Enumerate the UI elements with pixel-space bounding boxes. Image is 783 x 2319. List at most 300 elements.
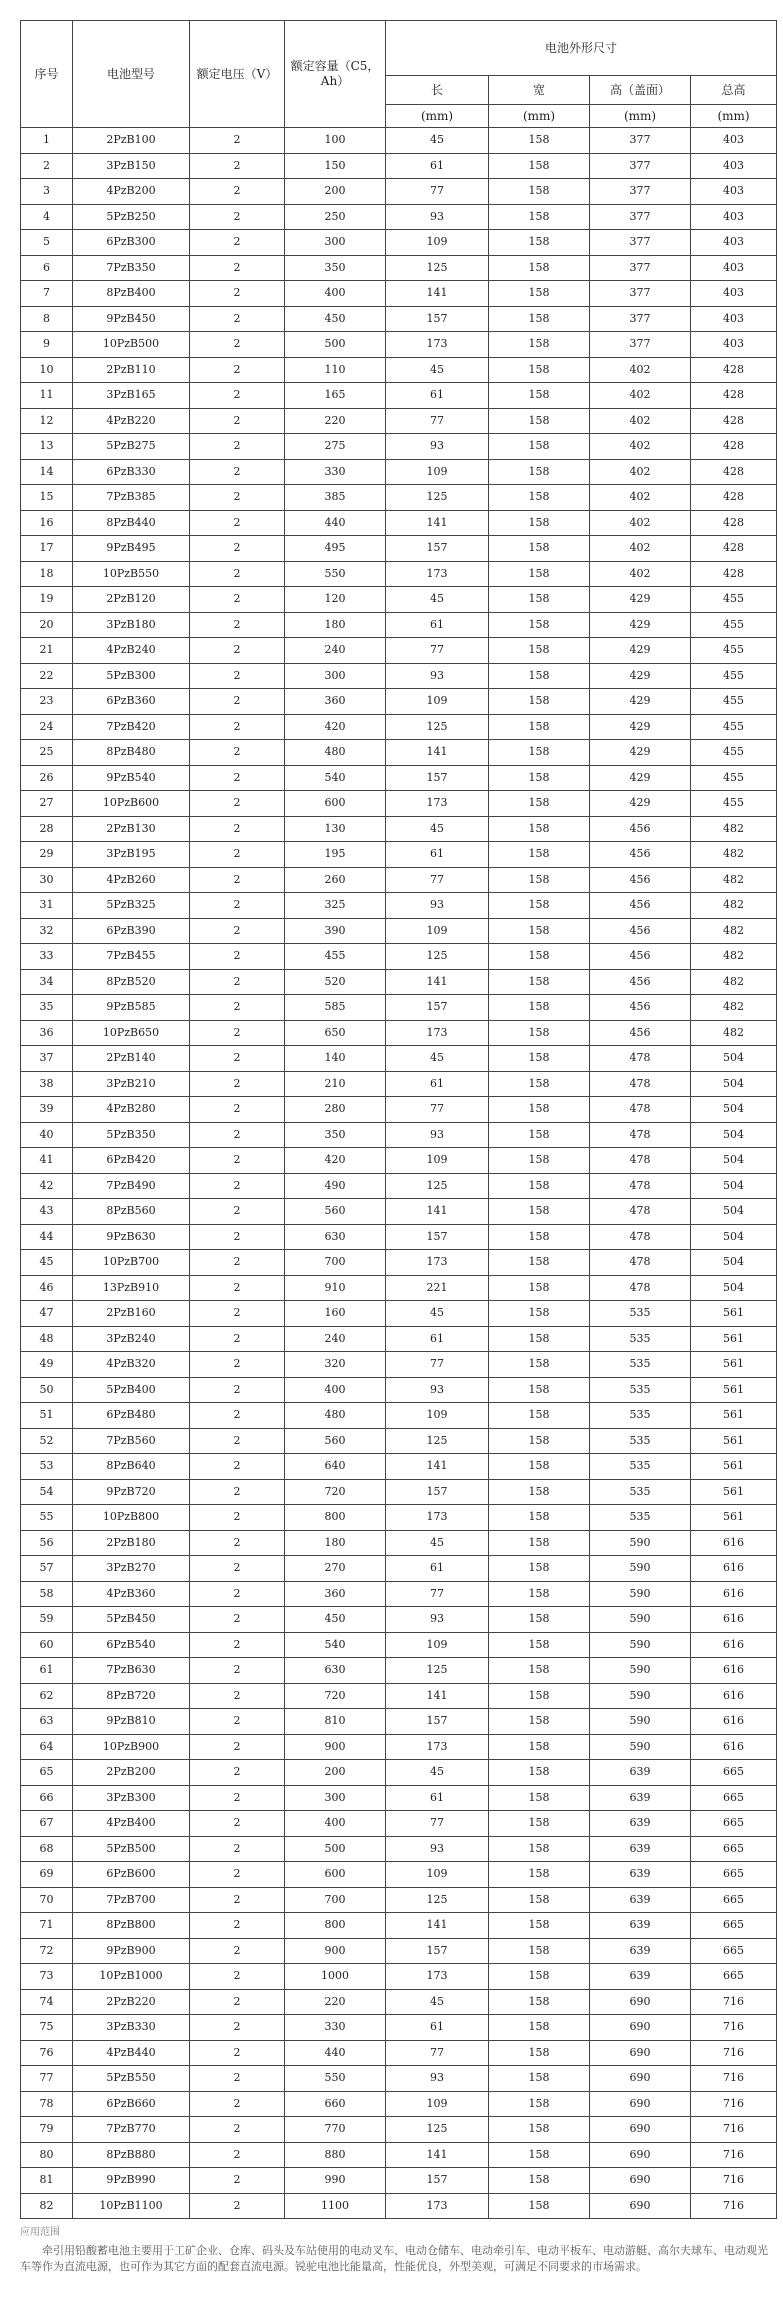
cell-total-height: 403: [691, 153, 777, 179]
cell-seq: 35: [21, 995, 73, 1021]
cell-height: 639: [590, 1760, 691, 1786]
table-row: [21, 536, 777, 562]
cell-capacity: 500: [285, 332, 386, 358]
cell-length: 61: [386, 1556, 489, 1582]
cell-width: 158: [489, 714, 590, 740]
cell-seq: 54: [21, 1479, 73, 1505]
cell-total-height: 561: [691, 1403, 777, 1429]
cell-capacity: 240: [285, 1326, 386, 1352]
cell-height: 590: [590, 1581, 691, 1607]
cell-seq: 68: [21, 1836, 73, 1862]
cell-length: 157: [386, 1709, 489, 1735]
cell-capacity: 490: [285, 1173, 386, 1199]
cell-height: 478: [590, 1046, 691, 1072]
cell-total-height: 403: [691, 281, 777, 307]
cell-height: 478: [590, 1275, 691, 1301]
cell-seq: 74: [21, 1989, 73, 2015]
cell-length: 61: [386, 383, 489, 409]
cell-height: 429: [590, 638, 691, 664]
cell-total-height: 428: [691, 434, 777, 460]
cell-length: 141: [386, 281, 489, 307]
cell-capacity: 260: [285, 867, 386, 893]
cell-length: 141: [386, 1454, 489, 1480]
cell-seq: 30: [21, 867, 73, 893]
cell-model: 8PzB640: [73, 1454, 190, 1480]
cell-seq: 77: [21, 2066, 73, 2092]
cell-width: 158: [489, 1658, 590, 1684]
header-total-height: 总高: [691, 76, 777, 105]
cell-seq: 15: [21, 485, 73, 511]
cell-model: 9PzB990: [73, 2168, 190, 2194]
cell-voltage: 2: [190, 485, 285, 511]
cell-voltage: 2: [190, 1148, 285, 1174]
cell-width: 158: [489, 791, 590, 817]
cell-width: 158: [489, 230, 590, 256]
cell-height: 690: [590, 1989, 691, 2015]
cell-model: 2PzB160: [73, 1301, 190, 1327]
cell-width: 158: [489, 867, 590, 893]
cell-length: 93: [386, 1122, 489, 1148]
cell-seq: 26: [21, 765, 73, 791]
cell-width: 158: [489, 1556, 590, 1582]
cell-width: 158: [489, 1097, 590, 1123]
cell-model: 3PzB210: [73, 1071, 190, 1097]
cell-seq: 62: [21, 1683, 73, 1709]
table-row: [21, 587, 777, 613]
cell-capacity: 585: [285, 995, 386, 1021]
cell-length: 45: [386, 587, 489, 613]
cell-height: 429: [590, 612, 691, 638]
table-row: [21, 944, 777, 970]
cell-width: 158: [489, 1428, 590, 1454]
cell-seq: 38: [21, 1071, 73, 1097]
cell-total-height: 504: [691, 1046, 777, 1072]
unit-width: (mm): [489, 105, 590, 128]
cell-width: 158: [489, 204, 590, 230]
cell-seq: 42: [21, 1173, 73, 1199]
cell-voltage: 2: [190, 816, 285, 842]
cell-model: 7PzB630: [73, 1658, 190, 1684]
cell-model: 9PzB450: [73, 306, 190, 332]
cell-capacity: 195: [285, 842, 386, 868]
cell-model: 4PzB200: [73, 179, 190, 205]
cell-total-height: 455: [691, 612, 777, 638]
cell-voltage: 2: [190, 918, 285, 944]
cell-voltage: 2: [190, 791, 285, 817]
cell-height: 590: [590, 1530, 691, 1556]
table-row: [21, 1581, 777, 1607]
table-row: [21, 2168, 777, 2194]
cell-width: 158: [489, 1173, 590, 1199]
table-row: [21, 255, 777, 281]
cell-width: 158: [489, 1326, 590, 1352]
cell-voltage: 2: [190, 434, 285, 460]
table-row: [21, 1454, 777, 1480]
cell-height: 478: [590, 1199, 691, 1225]
cell-width: 158: [489, 306, 590, 332]
table-row: [21, 1020, 777, 1046]
table-row: [21, 816, 777, 842]
cell-width: 158: [489, 1505, 590, 1531]
cell-width: 158: [489, 2193, 590, 2219]
cell-capacity: 800: [285, 1913, 386, 1939]
table-row: [21, 1938, 777, 1964]
cell-seq: 81: [21, 2168, 73, 2194]
cell-seq: 12: [21, 408, 73, 434]
cell-length: 93: [386, 2066, 489, 2092]
cell-model: 6PzB390: [73, 918, 190, 944]
cell-capacity: 160: [285, 1301, 386, 1327]
cell-model: 3PzB195: [73, 842, 190, 868]
table-row: [21, 1836, 777, 1862]
cell-capacity: 330: [285, 2015, 386, 2041]
cell-total-height: 665: [691, 1887, 777, 1913]
cell-length: 173: [386, 791, 489, 817]
cell-length: 173: [386, 2193, 489, 2219]
table-row: [21, 1989, 777, 2015]
table-row: [21, 1403, 777, 1429]
table-row: [21, 1224, 777, 1250]
header-model: 电池型号: [73, 21, 190, 128]
unit-height: (mm): [590, 105, 691, 128]
cell-seq: 39: [21, 1097, 73, 1123]
table-row: [21, 969, 777, 995]
table-row: [21, 1505, 777, 1531]
cell-height: 690: [590, 2142, 691, 2168]
table-row: [21, 1301, 777, 1327]
cell-length: 221: [386, 1275, 489, 1301]
cell-width: 158: [489, 1581, 590, 1607]
cell-model: 3PzB240: [73, 1326, 190, 1352]
cell-length: 61: [386, 1326, 489, 1352]
cell-model: 10PzB800: [73, 1505, 190, 1531]
cell-width: 158: [489, 638, 590, 664]
footer-label: 应用范围: [20, 2227, 60, 2238]
cell-seq: 60: [21, 1632, 73, 1658]
table-row: [21, 1352, 777, 1378]
cell-voltage: 2: [190, 2066, 285, 2092]
cell-total-height: 716: [691, 2142, 777, 2168]
cell-model: 5PzB250: [73, 204, 190, 230]
cell-total-height: 616: [691, 1530, 777, 1556]
cell-capacity: 280: [285, 1097, 386, 1123]
cell-seq: 51: [21, 1403, 73, 1429]
table-row: [21, 612, 777, 638]
table-row: [21, 408, 777, 434]
cell-length: 109: [386, 689, 489, 715]
cell-width: 158: [489, 1020, 590, 1046]
cell-seq: 48: [21, 1326, 73, 1352]
cell-length: 173: [386, 332, 489, 358]
cell-height: 377: [590, 128, 691, 154]
cell-total-height: 665: [691, 1811, 777, 1837]
cell-capacity: 320: [285, 1352, 386, 1378]
cell-width: 158: [489, 1530, 590, 1556]
cell-total-height: 504: [691, 1275, 777, 1301]
cell-seq: 41: [21, 1148, 73, 1174]
cell-total-height: 665: [691, 1836, 777, 1862]
cell-height: 456: [590, 918, 691, 944]
cell-capacity: 165: [285, 383, 386, 409]
cell-voltage: 2: [190, 510, 285, 536]
cell-total-height: 455: [691, 638, 777, 664]
cell-capacity: 330: [285, 459, 386, 485]
table-row: [21, 1148, 777, 1174]
cell-seq: 63: [21, 1709, 73, 1735]
cell-total-height: 561: [691, 1454, 777, 1480]
cell-capacity: 240: [285, 638, 386, 664]
cell-voltage: 2: [190, 1683, 285, 1709]
cell-width: 158: [489, 765, 590, 791]
cell-model: 3PzB165: [73, 383, 190, 409]
cell-height: 535: [590, 1377, 691, 1403]
cell-width: 158: [489, 1785, 590, 1811]
cell-seq: 61: [21, 1658, 73, 1684]
table-row: [21, 1199, 777, 1225]
cell-seq: 59: [21, 1607, 73, 1633]
cell-capacity: 150: [285, 153, 386, 179]
table-row: [21, 1250, 777, 1276]
cell-length: 141: [386, 510, 489, 536]
cell-total-height: 504: [691, 1173, 777, 1199]
cell-model: 7PzB350: [73, 255, 190, 281]
cell-capacity: 560: [285, 1199, 386, 1225]
cell-voltage: 2: [190, 2168, 285, 2194]
cell-total-height: 616: [691, 1607, 777, 1633]
cell-height: 429: [590, 663, 691, 689]
cell-height: 402: [590, 510, 691, 536]
table-row: [21, 1275, 777, 1301]
cell-total-height: 482: [691, 893, 777, 919]
cell-seq: 9: [21, 332, 73, 358]
cell-model: 10PzB550: [73, 561, 190, 587]
header-capacity: 额定容量（C5，Ah）: [285, 21, 386, 128]
cell-total-height: 403: [691, 255, 777, 281]
cell-seq: 37: [21, 1046, 73, 1072]
cell-capacity: 550: [285, 2066, 386, 2092]
cell-model: 2PzB180: [73, 1530, 190, 1556]
cell-seq: 79: [21, 2117, 73, 2143]
table-row: [21, 1173, 777, 1199]
cell-total-height: 561: [691, 1301, 777, 1327]
cell-model: 9PzB720: [73, 1479, 190, 1505]
cell-length: 125: [386, 1658, 489, 1684]
cell-model: 2PzB100: [73, 128, 190, 154]
cell-voltage: 2: [190, 153, 285, 179]
cell-capacity: 440: [285, 2040, 386, 2066]
cell-seq: 40: [21, 1122, 73, 1148]
cell-width: 158: [489, 893, 590, 919]
cell-total-height: 428: [691, 408, 777, 434]
cell-length: 125: [386, 1428, 489, 1454]
table-row: [21, 740, 777, 766]
cell-seq: 55: [21, 1505, 73, 1531]
cell-total-height: 482: [691, 944, 777, 970]
cell-height: 639: [590, 1887, 691, 1913]
cell-capacity: 130: [285, 816, 386, 842]
cell-capacity: 100: [285, 128, 386, 154]
cell-length: 173: [386, 1734, 489, 1760]
cell-seq: 13: [21, 434, 73, 460]
cell-model: 4PzB440: [73, 2040, 190, 2066]
cell-model: 6PzB420: [73, 1148, 190, 1174]
cell-height: 456: [590, 867, 691, 893]
cell-width: 158: [489, 1122, 590, 1148]
cell-height: 639: [590, 1913, 691, 1939]
cell-seq: 47: [21, 1301, 73, 1327]
cell-total-height: 665: [691, 1964, 777, 1990]
cell-width: 158: [489, 1862, 590, 1888]
cell-model: 13PzB910: [73, 1275, 190, 1301]
cell-width: 158: [489, 816, 590, 842]
cell-total-height: 504: [691, 1071, 777, 1097]
cell-capacity: 500: [285, 1836, 386, 1862]
cell-width: 158: [489, 1275, 590, 1301]
cell-voltage: 2: [190, 1505, 285, 1531]
cell-total-height: 616: [691, 1581, 777, 1607]
cell-capacity: 390: [285, 918, 386, 944]
cell-total-height: 504: [691, 1224, 777, 1250]
cell-length: 173: [386, 561, 489, 587]
cell-length: 157: [386, 995, 489, 1021]
table-row: [21, 842, 777, 868]
cell-total-height: 716: [691, 2117, 777, 2143]
cell-voltage: 2: [190, 2091, 285, 2117]
cell-seq: 46: [21, 1275, 73, 1301]
cell-width: 158: [489, 587, 590, 613]
cell-height: 690: [590, 2015, 691, 2041]
cell-width: 158: [489, 918, 590, 944]
cell-capacity: 400: [285, 1377, 386, 1403]
cell-total-height: 482: [691, 969, 777, 995]
cell-seq: 66: [21, 1785, 73, 1811]
cell-voltage: 2: [190, 1632, 285, 1658]
header-seq: 序号: [21, 21, 73, 128]
cell-length: 125: [386, 1887, 489, 1913]
cell-seq: 33: [21, 944, 73, 970]
cell-total-height: 561: [691, 1479, 777, 1505]
cell-width: 158: [489, 1199, 590, 1225]
cell-voltage: 2: [190, 714, 285, 740]
cell-seq: 45: [21, 1250, 73, 1276]
cell-capacity: 420: [285, 1148, 386, 1174]
footer-text: 牵引用铅酸蓄电池主要用于工矿企业、仓库、码头及车站使用的电动叉车、电动仓储车、电动牵引车、电动平板车、电动游艇、高尔夫球车、电动观光车等作为直流电源，也可作为其它方面的配套直流电源。锐驼电池比能量高，性能优良，外型美观，可满足不同要求的市场需求。: [20, 2244, 768, 2273]
table-row: [21, 2142, 777, 2168]
cell-model: 9PzB630: [73, 1224, 190, 1250]
cell-seq: 4: [21, 204, 73, 230]
cell-voltage: 2: [190, 995, 285, 1021]
cell-seq: 24: [21, 714, 73, 740]
cell-voltage: 2: [190, 867, 285, 893]
cell-capacity: 450: [285, 306, 386, 332]
battery-spec-table: [20, 20, 777, 2219]
cell-total-height: 561: [691, 1505, 777, 1531]
cell-seq: 20: [21, 612, 73, 638]
cell-length: 45: [386, 128, 489, 154]
cell-height: 478: [590, 1148, 691, 1174]
cell-width: 158: [489, 1352, 590, 1378]
cell-length: 77: [386, 2040, 489, 2066]
cell-voltage: 2: [190, 1913, 285, 1939]
cell-width: 158: [489, 1913, 590, 1939]
cell-voltage: 2: [190, 1607, 285, 1633]
cell-voltage: 2: [190, 1428, 285, 1454]
unit-length: (mm): [386, 105, 489, 128]
cell-height: 535: [590, 1403, 691, 1429]
cell-length: 173: [386, 1505, 489, 1531]
cell-voltage: 2: [190, 1173, 285, 1199]
cell-total-height: 716: [691, 2066, 777, 2092]
cell-voltage: 2: [190, 459, 285, 485]
cell-model: 10PzB700: [73, 1250, 190, 1276]
cell-width: 158: [489, 1046, 590, 1072]
cell-length: 125: [386, 1173, 489, 1199]
cell-voltage: 2: [190, 179, 285, 205]
cell-length: 109: [386, 918, 489, 944]
cell-model: 6PzB360: [73, 689, 190, 715]
cell-width: 158: [489, 561, 590, 587]
cell-seq: 22: [21, 663, 73, 689]
cell-length: 109: [386, 1862, 489, 1888]
cell-height: 429: [590, 791, 691, 817]
cell-length: 157: [386, 1479, 489, 1505]
cell-voltage: 2: [190, 357, 285, 383]
cell-model: 7PzB385: [73, 485, 190, 511]
cell-seq: 17: [21, 536, 73, 562]
cell-capacity: 660: [285, 2091, 386, 2117]
cell-height: 590: [590, 1683, 691, 1709]
cell-capacity: 350: [285, 1122, 386, 1148]
cell-width: 158: [489, 2117, 590, 2143]
cell-capacity: 275: [285, 434, 386, 460]
cell-total-height: 616: [691, 1734, 777, 1760]
table-row: [21, 128, 777, 154]
cell-length: 93: [386, 1836, 489, 1862]
table-row: [21, 1377, 777, 1403]
cell-height: 590: [590, 1709, 691, 1735]
cell-length: 109: [386, 459, 489, 485]
cell-height: 456: [590, 944, 691, 970]
cell-voltage: 2: [190, 536, 285, 562]
cell-voltage: 2: [190, 1760, 285, 1786]
cell-total-height: 716: [691, 2040, 777, 2066]
cell-width: 158: [489, 1964, 590, 1990]
cell-seq: 65: [21, 1760, 73, 1786]
cell-length: 173: [386, 1020, 489, 1046]
cell-capacity: 520: [285, 969, 386, 995]
table-row: [21, 1046, 777, 1072]
cell-height: 690: [590, 2117, 691, 2143]
table-row: [21, 791, 777, 817]
cell-model: 3PzB330: [73, 2015, 190, 2041]
cell-total-height: 455: [691, 714, 777, 740]
table-row: [21, 663, 777, 689]
cell-model: 4PzB220: [73, 408, 190, 434]
cell-width: 158: [489, 459, 590, 485]
cell-length: 109: [386, 1148, 489, 1174]
cell-capacity: 250: [285, 204, 386, 230]
table-row: [21, 995, 777, 1021]
table-row: [21, 485, 777, 511]
table-row: [21, 867, 777, 893]
cell-total-height: 403: [691, 332, 777, 358]
cell-total-height: 455: [691, 689, 777, 715]
cell-total-height: 428: [691, 485, 777, 511]
cell-model: 7PzB490: [73, 1173, 190, 1199]
cell-total-height: 455: [691, 587, 777, 613]
cell-length: 157: [386, 1224, 489, 1250]
cell-length: 93: [386, 204, 489, 230]
